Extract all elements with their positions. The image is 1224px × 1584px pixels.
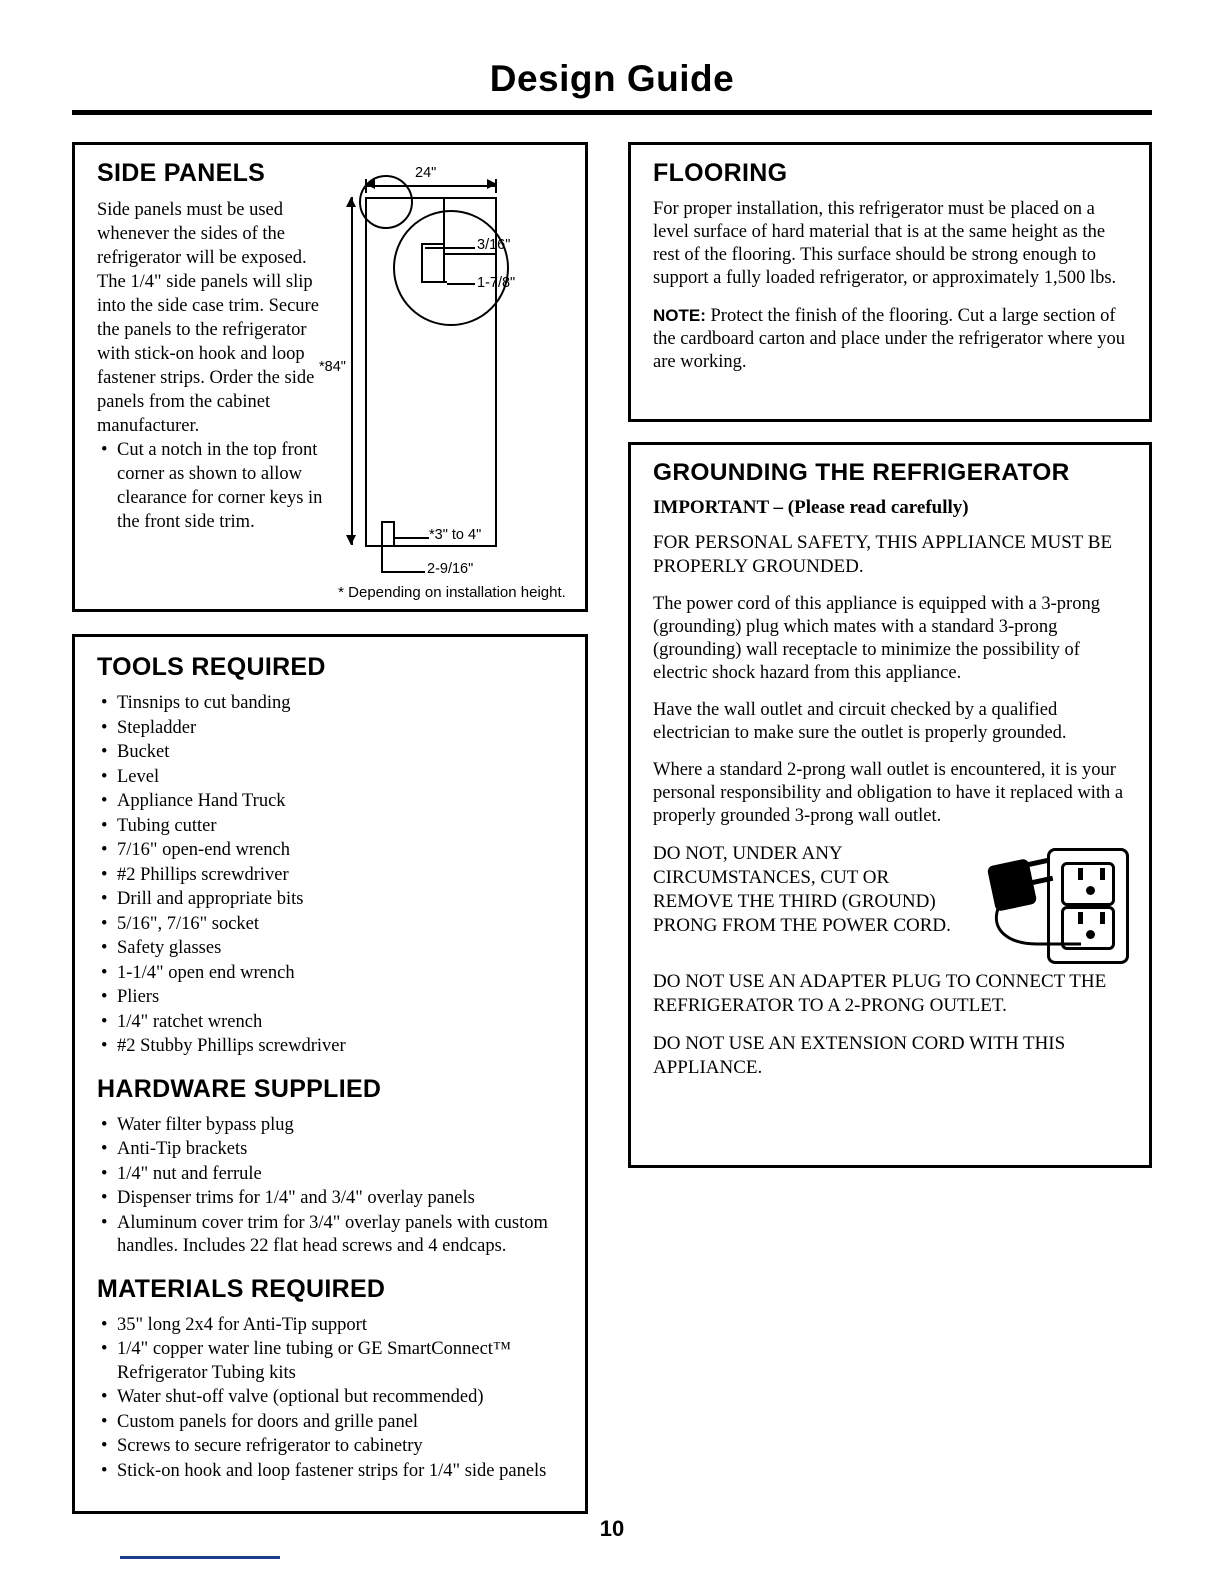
page-title: Design Guide — [489, 58, 735, 99]
grounding-paragraph-5: DO NOT, UNDER ANY CIRCUMSTANCES, CUT OR REMOVE THE THIRD (GROUND) PRONG FROM THE POWER CORD. — [653, 843, 951, 936]
list-item: • Water shut-off valve (optional but recommended) — [97, 1386, 571, 1410]
list-item: • Aluminum cover trim for 3/4" overlay panels with custom handles. Includes 22 flat head screws and 4 endcaps. — [97, 1212, 571, 1259]
grounded-plug-outlet-figure — [969, 838, 1129, 968]
list-item: • 35" long 2x4 for Anti-Tip support — [97, 1314, 571, 1338]
side-panels-text — [97, 198, 325, 534]
list-item: • Bucket — [97, 741, 571, 765]
diagram-label-width: 24" — [415, 165, 437, 181]
diagram-label-height: *84" — [319, 359, 346, 375]
hardware-heading: HARDWARE SUPPLIED — [97, 1074, 382, 1103]
tools-content — [75, 637, 585, 1492]
list-item: • Tinsnips to cut banding — [97, 692, 571, 716]
side-panels-heading: SIDE PANELS — [97, 159, 266, 187]
side-panels-section — [72, 142, 588, 612]
materials-heading: MATERIALS REQUIRED — [97, 1274, 386, 1303]
list-item: • Level — [97, 766, 571, 790]
flooring-paragraph: For proper installation, this refrigerator must be placed on a level surface of hard material that is at the same height as the rest of the flooring. This surface should be strong enough to support a fully loaded refrigerator, or approximately 1,500 lbs. — [653, 199, 1117, 288]
grounding-paragraph-6: DO NOT USE AN ADAPTER PLUG TO CONNECT THE REFRIGERATOR TO A 2-PRONG OUTLET. — [653, 971, 1107, 1016]
grounding-important: IMPORTANT – (Please read carefully) — [653, 497, 969, 518]
materials-list — [97, 1314, 571, 1484]
list-item: • 5/16", 7/16" socket — [97, 913, 571, 937]
list-item: • Stepladder — [97, 717, 571, 741]
diagram-label-notch-depth: 3/16" — [477, 237, 511, 253]
diagram-label-base: 2-9/16" — [427, 561, 474, 577]
flooring-note — [653, 304, 1129, 374]
list-item: • 1/4" copper water line tubing or GE SmartConnect™ Refrigerator Tubing kits — [97, 1338, 571, 1385]
grounding-paragraph-1: FOR PERSONAL SAFETY, THIS APPLIANCE MUST BE PROPERLY GROUNDED. — [653, 532, 1113, 577]
title-divider — [72, 110, 1152, 115]
side-panels-footnote: * Depending on installation height. — [338, 584, 566, 601]
list-item: • 1/4" ratchet wrench — [97, 1011, 571, 1035]
diagram-label-bottom-range: *3" to 4" — [429, 527, 482, 543]
power-cord-icon — [969, 896, 1089, 966]
list-item: • Dispenser trims for 1/4" and 3/4" overlay panels — [97, 1187, 571, 1211]
grounding-paragraph-2: The power cord of this appliance is equipped with a 3-prong (grounding) plug which mates with a standard 3-prong (grounding) wall receptacle to minimize the possibility of electric shock hazard from this appliance. — [653, 594, 1100, 683]
list-item: • Tubing cutter — [97, 815, 571, 839]
list-item: • Stick-on hook and loop fastener strips for 1/4" side panels — [97, 1460, 571, 1484]
flooring-section — [628, 142, 1152, 422]
footer-rule — [120, 1556, 280, 1559]
list-item: • Appliance Hand Truck — [97, 790, 571, 814]
grounding-section — [628, 442, 1152, 1168]
grounding-heading: GROUNDING THE REFRIGERATOR — [653, 459, 1070, 486]
list-item: • Water filter bypass plug — [97, 1114, 571, 1138]
grounding-paragraph-4: Where a standard 2-prong wall outlet is encountered, it is your personal responsibility and obligation to have it replaced with a properly grounded 3-prong wall outlet. — [653, 760, 1124, 826]
diagram-label-notch-height: 1-7/8" — [477, 275, 516, 291]
list-item: • Safety glasses — [97, 937, 571, 961]
list-item: • #2 Stubby Phillips screwdriver — [97, 1035, 571, 1059]
note-text: Protect the finish of the flooring. Cut a large section of the cardboard carton and place under the refrigerator where you are working. — [653, 306, 1126, 372]
list-item: • Custom panels for doors and grille panel — [97, 1411, 571, 1435]
list-item: • 7/16" open-end wrench — [97, 839, 571, 863]
tools-list — [97, 692, 571, 1059]
list-item: • Screws to secure refrigerator to cabinetry — [97, 1435, 571, 1459]
grounding-content — [631, 445, 1149, 1102]
grounding-paragraph-7: DO NOT USE AN EXTENSION CORD WITH THIS APPLIANCE. — [653, 1033, 1066, 1078]
flooring-heading: FLOORING — [653, 159, 788, 187]
side-panels-bullet-list — [97, 438, 325, 534]
side-panel-diagram — [319, 155, 577, 577]
list-item: • #2 Phillips screwdriver — [97, 864, 571, 888]
list-item: • Pliers — [97, 986, 571, 1010]
list-item: • Cut a notch in the top front corner as shown to allow clearance for corner keys in the front side trim. — [97, 438, 325, 534]
list-item: • Drill and appropriate bits — [97, 888, 571, 912]
flooring-content — [631, 145, 1149, 382]
side-panels-paragraph: Side panels must be used whenever the sides of the refrigerator will be exposed. The 1/4" side panels will slip into the side case trim. Secure the panels to the refrigerator with stick-on hook and loop fastener strips. Order the side panels from the cabinet manufacturer. — [97, 200, 319, 436]
grounding-paragraph-3: Have the wall outlet and circuit checked by a qualified electrician to make sure the outlet is properly grounded. — [653, 700, 1067, 743]
tools-heading: TOOLS REQUIRED — [97, 653, 326, 681]
list-item: • 1-1/4" open end wrench — [97, 962, 571, 986]
page-number: 10 — [599, 1516, 625, 1541]
list-item: • Anti-Tip brackets — [97, 1138, 571, 1162]
list-item: • 1/4" nut and ferrule — [97, 1163, 571, 1187]
note-label: NOTE: — [653, 306, 706, 325]
tools-required-section — [72, 634, 588, 1514]
hardware-list — [97, 1114, 571, 1259]
